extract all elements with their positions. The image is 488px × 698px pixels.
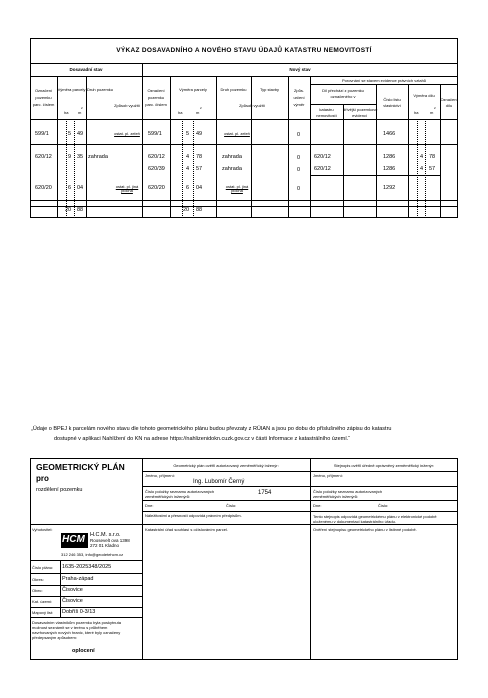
verified-header: Geometrický plán ověřil autorizovaný zeměměřický inženýr: (173, 463, 279, 468)
new-parcel-2: 620/12 (148, 154, 165, 160)
copy-text: Tento stejnopis odpovídá geometrickému plánu v elektronické podobě uloženému v dokumentaci katastrálního úřadu. (313, 514, 437, 524)
old-parcel-3: 620/20 (35, 185, 52, 191)
new-m-4: 6 (186, 185, 190, 191)
new-urceni-2: 0 (297, 155, 301, 161)
old-total-m: 20 (65, 207, 72, 213)
unit-m-dil: m (430, 110, 434, 115)
field-label-plan: Číslo plánu: (32, 565, 54, 570)
bpej-notice-2: dostupné v aplikaci Nahlížení do KN na adrese https://nahlizenidokn.cuzk.gov.cz v části Informace z katastrálního území.“ (54, 436, 351, 442)
new-m-2: 4 (186, 154, 190, 160)
col-dil-prechazi: Díl přechází z pozemku označeného v (322, 88, 364, 99)
kat-urad-text: Katastrální úřad souhlasí s očíslováním parcel. (145, 527, 228, 532)
new-m2-3: 57 (196, 166, 203, 172)
unit-ha: ha (64, 110, 69, 115)
unit-ha-dil: ha (414, 110, 419, 115)
new-parcel-3: 620/39 (148, 166, 165, 172)
new-zpusob-1: ostat. pl. zeleň (224, 131, 250, 136)
col-katastru: katastru nemovitostí (316, 107, 337, 118)
col-vymera-dilu: Výměra dílu (413, 93, 435, 98)
old-m2-1: 49 (77, 131, 84, 137)
bpej-notice-1: „Údaje o BPEJ k parcelám nového stavu dle tohoto geometrického plánu budou převzaty z RÚIAN a jsou po dobu do příslušného zápisu do katastru (31, 426, 392, 432)
new-zpusob-4: ostat. pl. jiná plocha (225, 184, 249, 193)
col-cislo-lv: Číslo listu vlastnictví (383, 97, 401, 108)
old-m-1: 5 (68, 131, 72, 137)
unit-exp-dil: 2 (434, 106, 436, 110)
unit-ha-new: ha (178, 110, 183, 115)
new-m2-1: 49 (196, 131, 203, 137)
col-vymera-new: Výměra parcely (179, 87, 207, 92)
old-state-header: Dosavadní stav (69, 67, 103, 72)
new-lv-1: 1466 (383, 131, 396, 137)
new-m-1: 5 (186, 131, 190, 137)
field-value-obec: Čisovice (62, 587, 83, 593)
company-logo: HCM (61, 533, 88, 548)
field-label-list: Mapový list: (32, 610, 54, 615)
new-lv-2: 1286 (383, 154, 396, 160)
col-oznaceni-new: Označení pozemku parc. číslem (145, 88, 167, 107)
new-m2-4: 04 (196, 185, 203, 191)
field-label-ku: Kat. území: (32, 599, 53, 604)
register-value: 1754 (258, 490, 272, 496)
new-urceni-1: 0 (297, 132, 301, 138)
field-label-okres: Okres: (32, 577, 44, 582)
new-state-header: Nový stav (289, 67, 311, 72)
relation-header: Porovnání se stavem evidence právních vztahů (341, 78, 427, 83)
col-zpusob-new: Způsob využití (239, 103, 265, 108)
company-info: H.C.M. s.r.o. Roosevelt ova 1398 272 01 Kladno (90, 532, 130, 548)
old-parcel-1: 599/1 (35, 131, 49, 137)
old-zpusob-3: ostat. pl. jiná plocha (115, 184, 139, 193)
unit-exp-new: 2 (200, 106, 202, 110)
old-parcel-2: 620/12 (35, 154, 52, 160)
author-label: Vyhotovitel: (32, 527, 53, 532)
col-drivejsi: dřívější pozemkové evidenci (343, 107, 378, 118)
col-oznaceni-dilu: Označení dílu (440, 97, 458, 108)
copy-clause-label: Číslo: (378, 503, 389, 508)
col-typ-stavby: Typ stavby (259, 87, 280, 92)
new-dil-m-2: 4 (420, 154, 424, 160)
new-total-m: 20 (183, 207, 190, 213)
engineer-name: Ing. Lubomír Černý (193, 479, 245, 485)
col-zpusob-urceni: Způs. určení výměr (293, 88, 305, 107)
clause-label: Číslo: (226, 503, 237, 508)
new-m-3: 4 (186, 166, 190, 172)
new-druh-2: zahrada (222, 154, 242, 160)
copy-header: Stejnopis ověřil úředně oprávněný zeměměřický inženýr: (333, 463, 435, 468)
col-druh-new: Druh pozemku (220, 87, 247, 92)
new-lv-3: 1286 (383, 166, 396, 172)
new-katastr-2: 620/12 (314, 154, 331, 160)
col-zpusob: Způsob využití (114, 103, 140, 108)
field-value-okres: Praha-západ (62, 576, 94, 582)
field-value-ku: Čisovice (62, 598, 83, 604)
unit-m: m (78, 110, 82, 115)
table-title: VÝKAZ DOSAVADNÍHO A NOVÉHO STAVU ÚDAJŮ KATASTRU NEMOVITOSTÍ (116, 47, 372, 54)
new-dil-m2-3: 57 (429, 166, 436, 172)
unit-exp: 2 (81, 106, 83, 110)
old-druh-2: zahrada (88, 154, 108, 160)
new-lv-4: 1292 (383, 185, 396, 191)
old-m2-2: 35 (77, 154, 84, 160)
col-vymera: Výměra parcely (57, 87, 86, 92)
name-label: Jméno, příjmení: (145, 473, 175, 478)
new-katastr-3: 620/12 (314, 166, 331, 172)
date-label: Dne: (145, 503, 154, 508)
official-text: Náležitostmi a přesností odpovídá právním předpisům. (145, 513, 242, 518)
new-total-m2: 88 (196, 207, 203, 213)
new-parcel-4: 620/20 (148, 185, 165, 191)
copy-name-label: Jméno, příjmení: (313, 473, 343, 478)
old-m-3: 6 (68, 185, 72, 191)
new-dil-m2-2: 78 (429, 154, 436, 160)
field-value-list: Dobříš 0-3/13 (62, 609, 96, 615)
new-urceni-4: 0 (297, 186, 301, 192)
field-label-obec: Obec: (32, 588, 43, 593)
plan-purpose: rozdělení pozemku (36, 487, 83, 493)
new-m2-2: 78 (196, 154, 203, 160)
company-contact: 312 246 353, info@geodetehcm.cz (61, 552, 124, 557)
copy-register-label: Číslo položky seznamu autorizovaných zeměměřických inženýrů: (313, 489, 383, 499)
copy-date-label: Dne: (313, 503, 322, 508)
field-value-plan: 1635-2025348/2025 (62, 564, 112, 570)
col-druh: Druh pozemku (86, 87, 113, 92)
consent-text: Dosavadním vlastníkům pozemku byla poskytnuta možnost seznámit se v terénu s průběhem navrhovaných nových hranic, které byly označeny předepsaným způsobem: (32, 620, 121, 640)
new-parcel-1: 599/1 (148, 131, 162, 137)
new-druh-3: zahrada (222, 166, 242, 172)
new-dil-m-3: 4 (420, 166, 424, 172)
plan-pro: pro (36, 474, 49, 483)
old-total-m2: 88 (77, 207, 84, 213)
old-m-2: 9 (68, 154, 72, 160)
old-m2-3: 04 (77, 185, 84, 191)
plan-title: GEOMETRICKÝ PLÁN (36, 462, 125, 472)
register-label: Číslo položky seznamu autorizovaných zeměměřických inženýrů: (145, 489, 215, 499)
col-oznaceni: Označení pozemku parc. číslem (32, 88, 55, 107)
old-zpusob-1: ostat. pl. zeleň (114, 131, 140, 136)
consent-value: oplocení (72, 648, 95, 654)
overeni-text: Ověření stejnopisu geometrického plánu v listinné podobě. (313, 527, 417, 532)
unit-m-new: m (196, 110, 200, 115)
new-urceni-3: 0 (297, 167, 301, 173)
